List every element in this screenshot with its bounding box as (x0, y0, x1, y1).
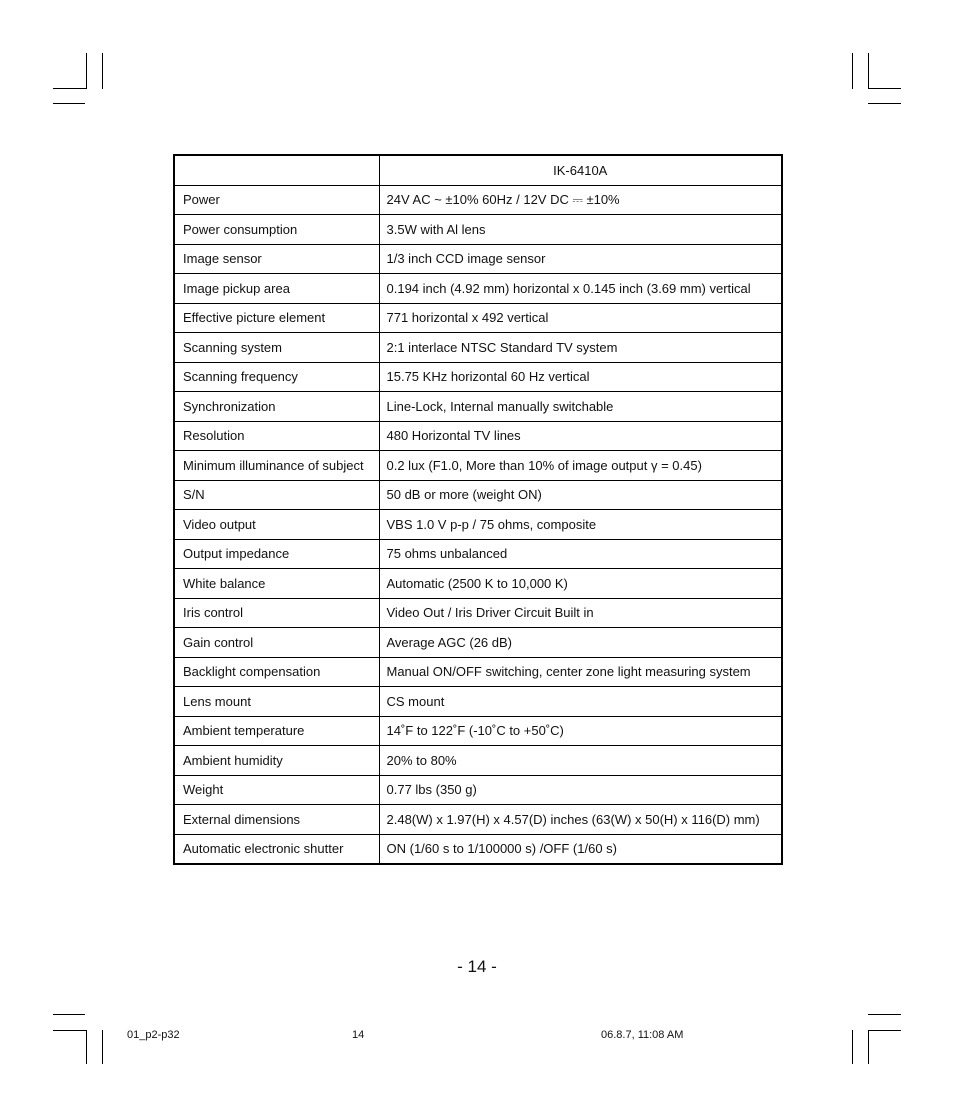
spec-label-cell: Video output (174, 510, 379, 540)
specifications-table (173, 154, 783, 865)
spec-value-cell: Average AGC (26 dB) (379, 628, 782, 658)
spec-value-cell: Automatic (2500 K to 10,000 K) (379, 569, 782, 599)
table-row (174, 687, 782, 717)
spec-value-cell: CS mount (379, 687, 782, 717)
spec-value-cell: 15.75 KHz horizontal 60 Hz vertical (379, 362, 782, 392)
crop-mark (53, 1030, 87, 1031)
spec-value-cell: VBS 1.0 V p-p / 75 ohms, composite (379, 510, 782, 540)
spec-value-cell: 50 dB or more (weight ON) (379, 480, 782, 510)
model-name-cell: IK-6410A (379, 155, 782, 185)
crop-mark (868, 1030, 869, 1064)
table-row (174, 510, 782, 540)
table-row (174, 628, 782, 658)
crop-mark (868, 88, 901, 89)
table-row (174, 598, 782, 628)
spec-label-cell: Backlight compensation (174, 657, 379, 687)
crop-mark (86, 1030, 87, 1064)
spec-value-cell: 24V AC ~ ±10% 60Hz / 12V DC ⎓ ±10% (379, 185, 782, 215)
spec-value-cell: 771 horizontal x 492 vertical (379, 303, 782, 333)
spec-value-cell: 0.77 lbs (350 g) (379, 775, 782, 805)
spec-value-cell: Line-Lock, Internal manually switchable (379, 392, 782, 422)
crop-mark (53, 1014, 85, 1015)
spec-value-cell: 2:1 interlace NTSC Standard TV system (379, 333, 782, 363)
spec-label-cell: Power consumption (174, 215, 379, 245)
table-row (174, 333, 782, 363)
spec-value-cell: 20% to 80% (379, 746, 782, 776)
crop-mark (852, 53, 853, 89)
spec-label-cell: White balance (174, 569, 379, 599)
table-row (174, 451, 782, 481)
crop-mark (868, 1014, 901, 1015)
footer-file: 01_p2-p32 (127, 1029, 180, 1041)
spec-value-cell: ON (1/60 s to 1/100000 s) /OFF (1/60 s) (379, 834, 782, 864)
table-row (174, 657, 782, 687)
crop-mark (102, 1030, 103, 1064)
spec-label-cell: Minimum illuminance of subject (174, 451, 379, 481)
spec-label-cell: Lens mount (174, 687, 379, 717)
spec-label-cell: Output impedance (174, 539, 379, 569)
crop-mark (852, 1030, 853, 1064)
table-header-row (174, 155, 782, 185)
table-row (174, 362, 782, 392)
table-row (174, 775, 782, 805)
table-row (174, 185, 782, 215)
crop-mark (53, 103, 85, 104)
spec-value-cell: Manual ON/OFF switching, center zone light measuring system (379, 657, 782, 687)
crop-mark (868, 103, 901, 104)
table-row (174, 805, 782, 835)
crop-mark (868, 53, 869, 89)
spec-value-cell: 1/3 inch CCD image sensor (379, 244, 782, 274)
table-row (174, 539, 782, 569)
spec-label-cell: Gain control (174, 628, 379, 658)
spec-label-cell: Scanning frequency (174, 362, 379, 392)
footer-page: 14 (352, 1029, 365, 1041)
spec-value-cell: 14˚F to 122˚F (-10˚C to +50˚C) (379, 716, 782, 746)
table-row (174, 303, 782, 333)
spec-label-cell: Automatic electronic shutter (174, 834, 379, 864)
footer-timestamp: 06.8.7, 11:08 AM (601, 1029, 684, 1041)
crop-mark (102, 53, 103, 89)
crop-mark (53, 88, 87, 89)
spec-label-cell: Resolution (174, 421, 379, 451)
table-row (174, 834, 782, 864)
table-row (174, 215, 782, 245)
spec-label-cell: Synchronization (174, 392, 379, 422)
page-number: - 14 - (457, 957, 497, 976)
spec-label-cell: Power (174, 185, 379, 215)
table-row (174, 274, 782, 304)
table-row (174, 569, 782, 599)
spec-label-cell: Effective picture element (174, 303, 379, 333)
spec-value-cell: 2.48(W) x 1.97(H) x 4.57(D) inches (63(W) x 50(H) x 116(D) mm) (379, 805, 782, 835)
spec-value-cell: 0.2 lux (F1.0, More than 10% of image output γ = 0.45) (379, 451, 782, 481)
spec-value-cell: 0.194 inch (4.92 mm) horizontal x 0.145 inch (3.69 mm) vertical (379, 274, 782, 304)
table-row (174, 421, 782, 451)
table-row (174, 392, 782, 422)
header-label-cell (174, 155, 379, 185)
table-row (174, 746, 782, 776)
spec-label-cell: Ambient temperature (174, 716, 379, 746)
crop-mark (868, 1030, 901, 1031)
spec-label-cell: Ambient humidity (174, 746, 379, 776)
spec-label-cell: External dimensions (174, 805, 379, 835)
spec-label-cell: Weight (174, 775, 379, 805)
spec-label-cell: Iris control (174, 598, 379, 628)
spec-label-cell: Image pickup area (174, 274, 379, 304)
spec-value-cell: 3.5W with Al lens (379, 215, 782, 245)
spec-value-cell: Video Out / Iris Driver Circuit Built in (379, 598, 782, 628)
spec-value-cell: 75 ohms unbalanced (379, 539, 782, 569)
table-row (174, 244, 782, 274)
crop-mark (86, 53, 87, 89)
table-row (174, 480, 782, 510)
table-row (174, 716, 782, 746)
spec-label-cell: S/N (174, 480, 379, 510)
spec-label-cell: Image sensor (174, 244, 379, 274)
spec-label-cell: Scanning system (174, 333, 379, 363)
spec-value-cell: 480 Horizontal TV lines (379, 421, 782, 451)
